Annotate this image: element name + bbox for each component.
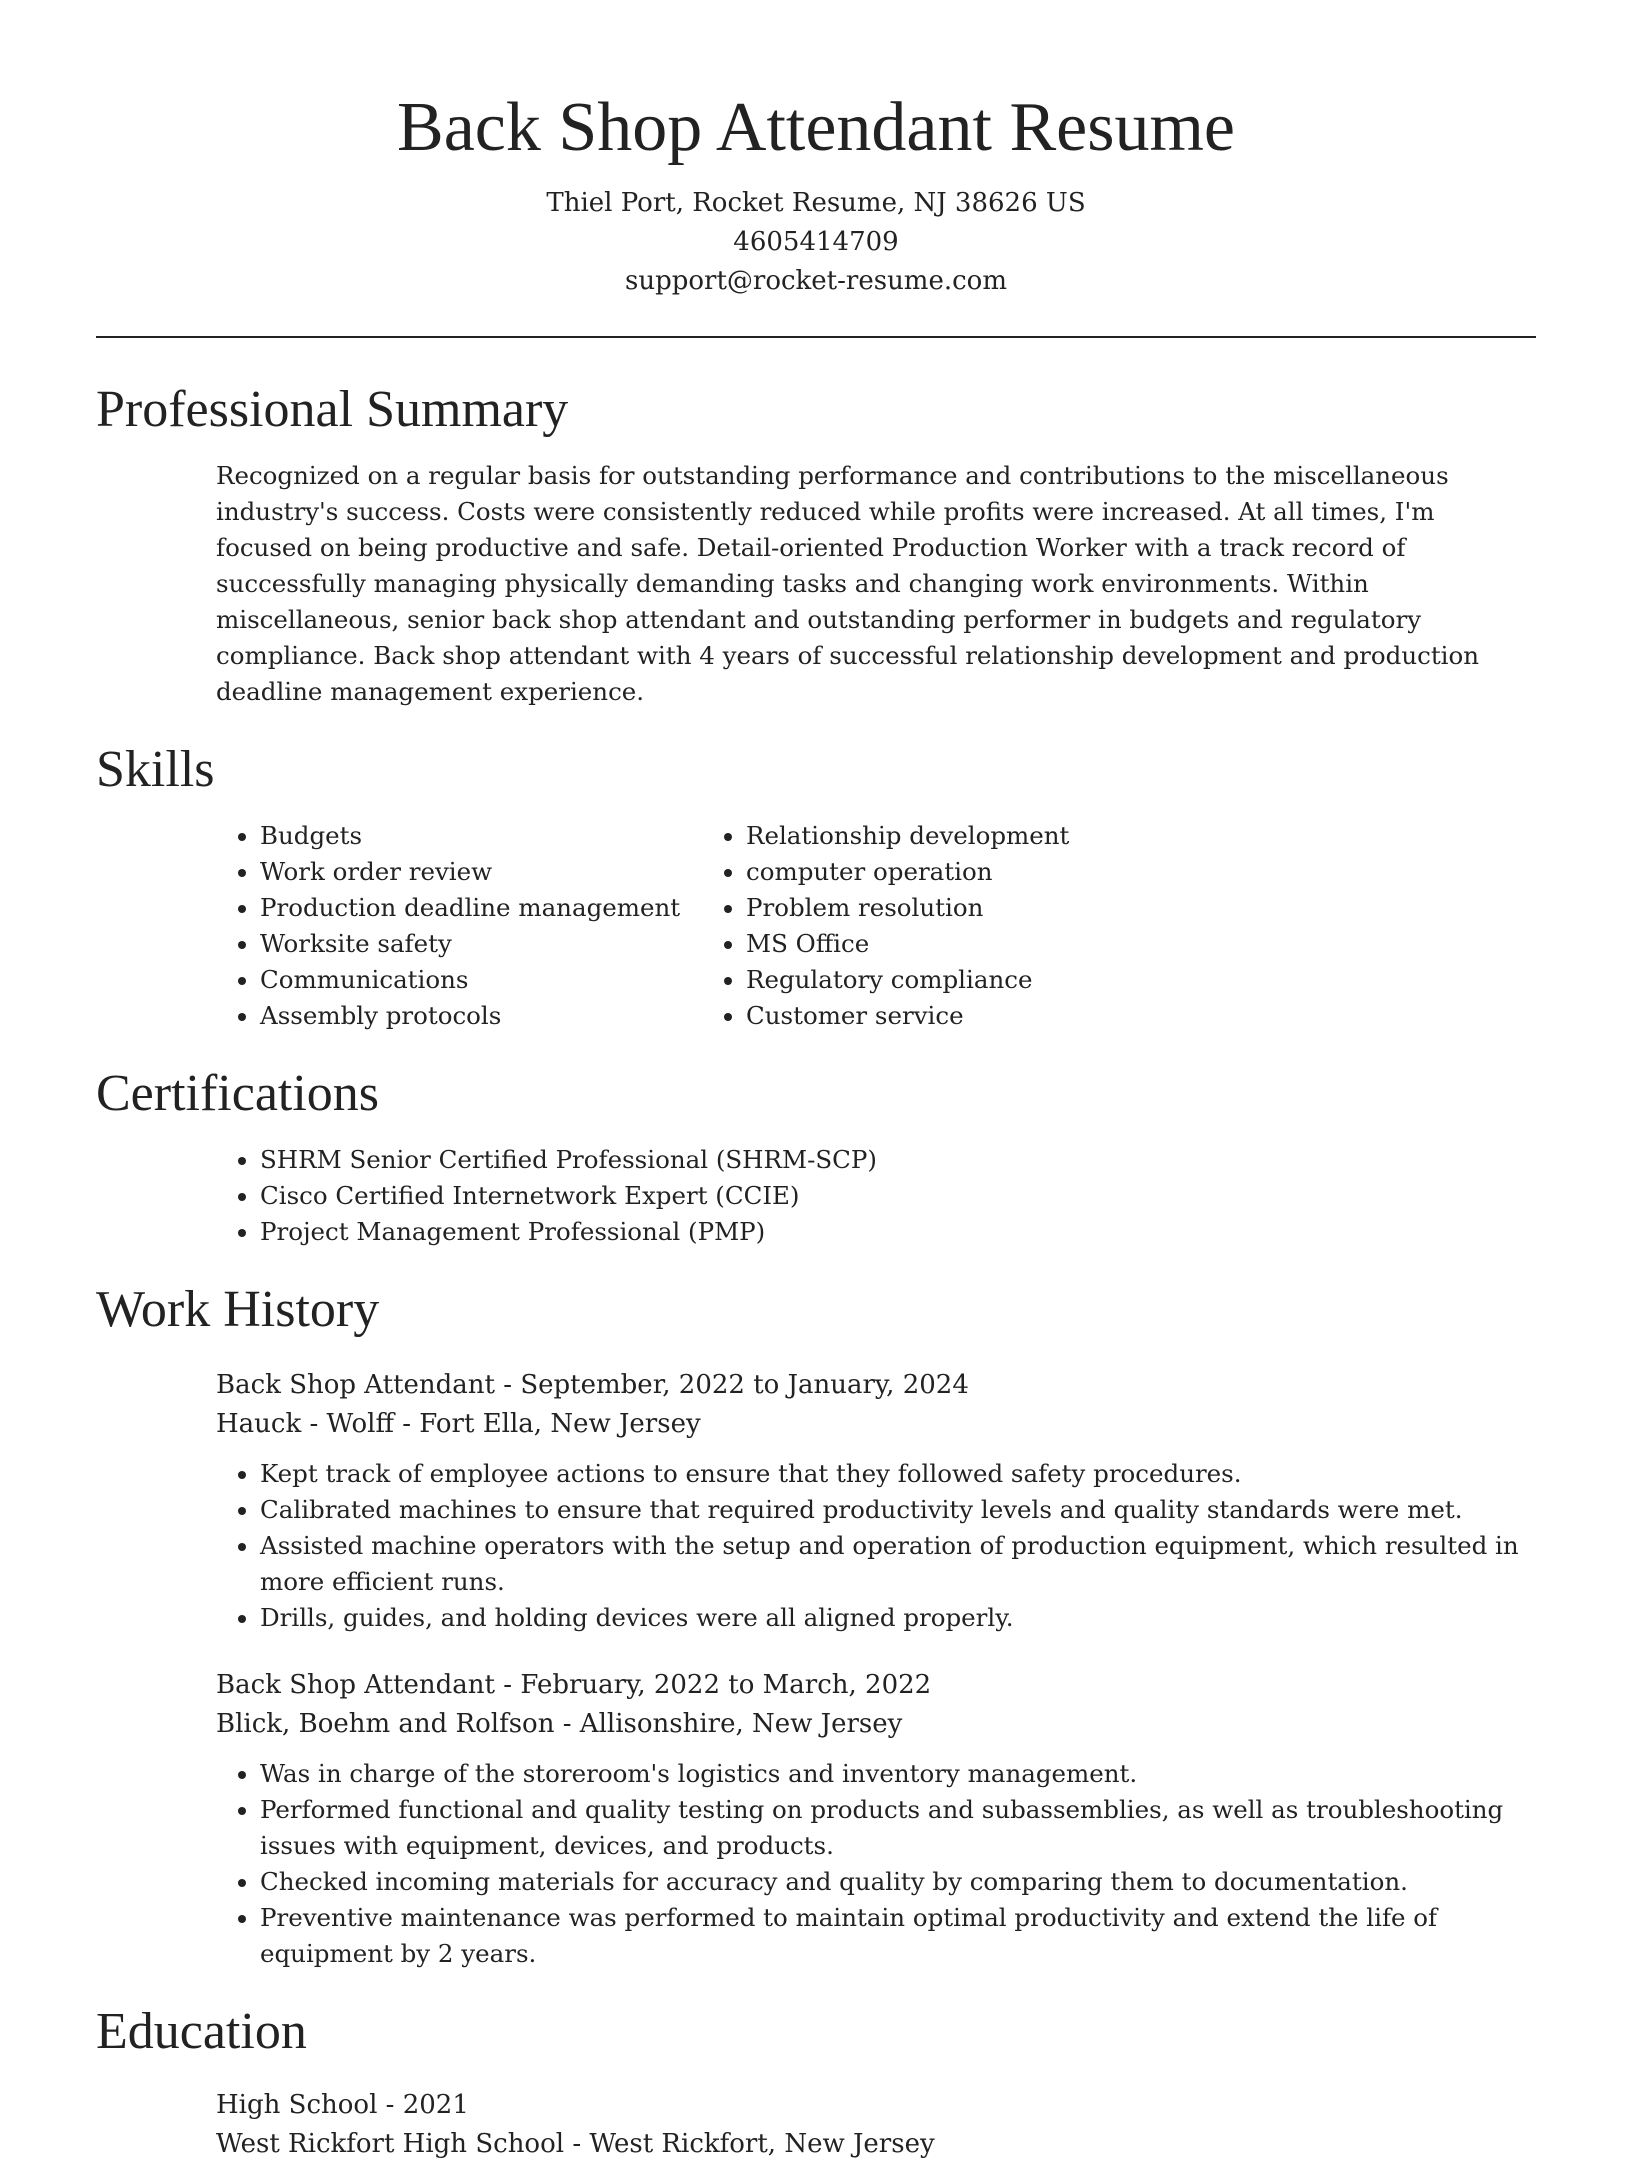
skill-item: • Problem resolution <box>746 890 1396 926</box>
job-title-line <box>216 1366 1536 1405</box>
job-duties-list <box>216 1756 1536 1972</box>
section-heading-skills: Skills <box>96 741 215 798</box>
job-entry <box>216 1666 1536 1972</box>
summary-text: Recognized on a regular basis for outstanding performance and contributions to the miscellaneous industry's success. Costs were consistently reduced while profits were increased. At all times, I'm focused on being productive and safe. Detail-oriented Production Worker with a track record of successfully managing physically demanding tasks and changing work environments. Within miscellaneous, senior back shop attendant and outstanding performer in budgets and regulatory compliance. Back shop attendant with 4 years of successful relationship development and production deadline management experience. <box>216 461 1480 706</box>
education-year: 2021 <box>402 2090 469 2120</box>
skill-item: • Work order review <box>260 854 746 890</box>
certification-item: • SHRM Senior Certified Professional (SHRM-SCP) <box>260 1142 1536 1178</box>
job-duty: • Performed functional and quality testing on products and subassemblies, as well as troubleshooting issues with equipment, devices, and products. <box>260 1792 1536 1864</box>
contact-phone: 4605414709 <box>733 227 899 257</box>
contact-block <box>96 184 1536 301</box>
section-heading-education: Education <box>96 2003 307 2060</box>
education-location: West Rickfort, New Jersey <box>589 2129 935 2159</box>
skill-item: • Production deadline management <box>260 890 746 926</box>
job-duty: • Calibrated machines to ensure that required productivity levels and quality standards were met. <box>260 1492 1536 1528</box>
skill-item: • Customer service <box>746 998 1396 1034</box>
separator: - <box>554 1709 580 1739</box>
job-duty: • Assisted machine operators with the setup and operation of production equipment, which resulted in more efficient runs. <box>260 1528 1536 1600</box>
job-company-line <box>216 1705 1536 1744</box>
skill-item: • Assembly protocols <box>260 998 746 1034</box>
skills-column-left <box>96 818 746 1034</box>
separator: - <box>564 2129 590 2159</box>
skill-item: • Worksite safety <box>260 926 746 962</box>
job-dates: September, 2022 to January, 2024 <box>520 1370 969 1400</box>
job-duty: • Checked incoming materials for accuracy and quality by comparing them to documentation. <box>260 1864 1536 1900</box>
education-school-line <box>216 2125 1536 2164</box>
skill-item: • Relationship development <box>746 818 1396 854</box>
section-heading-summary: Professional Summary <box>96 381 569 438</box>
skills-list <box>96 818 1536 1034</box>
education-degree: High School <box>216 2090 378 2120</box>
job-duty: • Was in charge of the storeroom's logistics and inventory management. <box>260 1756 1536 1792</box>
resume-page <box>96 0 1536 2164</box>
separator: - <box>495 1370 521 1400</box>
job-dates: February, 2022 to March, 2022 <box>520 1670 932 1700</box>
job-location: Allisonshire, New Jersey <box>579 1709 903 1739</box>
skill-item: • computer operation <box>746 854 1396 890</box>
separator: - <box>377 2090 403 2120</box>
job-company: Blick, Boehm and Rolfson <box>216 1709 555 1739</box>
skill-item: • Regulatory compliance <box>746 962 1396 998</box>
job-company: Hauck - Wolff <box>216 1409 394 1439</box>
skills-column-right <box>746 818 1396 1034</box>
contact-email: support@rocket-resume.com <box>624 266 1007 296</box>
separator: - <box>495 1670 521 1700</box>
job-title: Back Shop Attendant <box>216 1370 495 1400</box>
skill-item: • Budgets <box>260 818 746 854</box>
education-entry <box>216 2086 1536 2164</box>
skill-item: • Communications <box>260 962 746 998</box>
contact-address: Thiel Port, Rocket Resume, NJ 38626 US <box>546 188 1086 218</box>
certification-item: • Project Management Professional (PMP) <box>260 1214 1536 1250</box>
job-title-line <box>216 1666 1536 1705</box>
section-heading-work-history: Work History <box>96 1281 380 1338</box>
certifications-list <box>96 1142 1536 1250</box>
education-degree-line <box>216 2086 1536 2125</box>
job-duties-list <box>216 1456 1536 1636</box>
job-entry <box>216 1366 1536 1636</box>
separator: - <box>393 1409 420 1439</box>
resume-title: Back Shop Attendant Resume <box>397 89 1235 166</box>
education-school: West Rickfort High School <box>216 2129 565 2159</box>
job-location: Fort Ella, New Jersey <box>419 1409 701 1439</box>
job-duty: • Preventive maintenance was performed to maintain optimal productivity and extend the life of equipment by 2 years. <box>260 1900 1536 1972</box>
skill-item: • MS Office <box>746 926 1396 962</box>
certification-item: • Cisco Certified Internetwork Expert (CCIE) <box>260 1178 1536 1214</box>
header-divider <box>96 336 1536 338</box>
job-duty: • Drills, guides, and holding devices were all aligned properly. <box>260 1600 1536 1636</box>
job-title: Back Shop Attendant <box>216 1670 495 1700</box>
job-duty: • Kept track of employee actions to ensure that they followed safety procedures. <box>260 1456 1536 1492</box>
section-heading-certifications: Certifications <box>96 1065 380 1122</box>
job-company-line <box>216 1405 1536 1444</box>
